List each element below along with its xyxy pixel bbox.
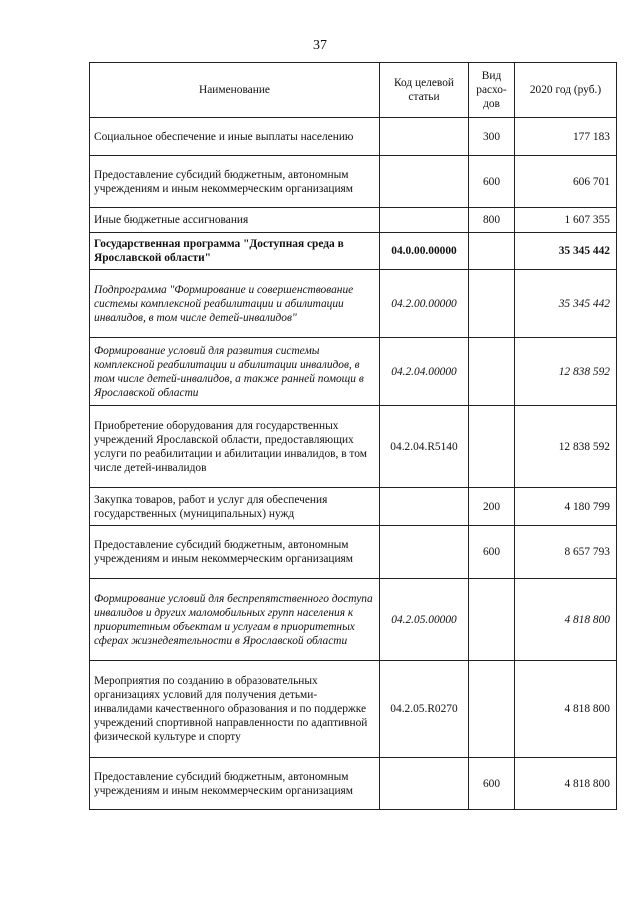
row-name: Государственная программа "Доступная среда в Ярославской области" xyxy=(90,233,380,270)
row-amount: 4 818 800 xyxy=(515,758,617,810)
row-code xyxy=(380,156,469,208)
row-amount: 177 183 xyxy=(515,118,617,156)
table-row xyxy=(90,208,617,233)
row-kind xyxy=(469,406,515,488)
row-code: 04.2.04.R5140 xyxy=(380,406,469,488)
table-row xyxy=(90,338,617,406)
row-name: Предоставление субсидий бюджетным, автономным учреждениям и иным некоммерческим организациям xyxy=(90,758,380,810)
table-row xyxy=(90,661,617,758)
row-amount: 1 607 355 xyxy=(515,208,617,233)
header-kind: Вид расхо-дов xyxy=(469,63,515,118)
row-name: Закупка товаров, работ и услуг для обеспечения государственных (муниципальных) нужд xyxy=(90,488,380,526)
budget-table xyxy=(89,62,617,810)
row-name: Подпрограмма "Формирование и совершенствование системы комплексной реабилитации и абилитации инвалидов, в том числе детей-инвалидов" xyxy=(90,270,380,338)
row-name: Социальное обеспечение и иные выплаты населению xyxy=(90,118,380,156)
row-name: Приобретение оборудования для государственных учреждений Ярославской области, предоставляющих услуги по реабилитации и абилитации инвалидов, в том числе детей-инвалидов xyxy=(90,406,380,488)
row-code: 04.2.00.00000 xyxy=(380,270,469,338)
table-row xyxy=(90,156,617,208)
header-amount: 2020 год (руб.) xyxy=(515,63,617,118)
row-kind xyxy=(469,661,515,758)
row-code xyxy=(380,488,469,526)
table-row xyxy=(90,758,617,810)
table-row xyxy=(90,526,617,579)
table-row xyxy=(90,270,617,338)
row-amount: 4 818 800 xyxy=(515,579,617,661)
row-kind xyxy=(469,233,515,270)
row-kind: 600 xyxy=(469,156,515,208)
row-amount: 4 180 799 xyxy=(515,488,617,526)
row-kind xyxy=(469,270,515,338)
row-name: Предоставление субсидий бюджетным, автономным учреждениям и иным некоммерческим организациям xyxy=(90,526,380,579)
row-code: 04.2.05.00000 xyxy=(380,579,469,661)
row-amount: 4 818 800 xyxy=(515,661,617,758)
row-name: Мероприятия по созданию в образовательных организациях условий для получения детьми-инвалидами качественного образования и по поддержке учреждений спортивной направленности по адаптивной физической культуре и спорту xyxy=(90,661,380,758)
row-amount: 12 838 592 xyxy=(515,406,617,488)
row-code xyxy=(380,118,469,156)
row-name: Иные бюджетные ассигнования xyxy=(90,208,380,233)
table-row xyxy=(90,488,617,526)
row-name: Формирование условий для развития системы комплексной реабилитации и абилитации инвалидов, в том числе детей-инвалидов, а также ранней помощи в Ярославской области xyxy=(90,338,380,406)
row-name: Формирование условий для беспрепятственного доступа инвалидов и других маломобильных групп населения к приоритетным объектам и услугам в приоритетных сферах жизнедеятельности в Ярославской области xyxy=(90,579,380,661)
header-code: Код целевой статьи xyxy=(380,63,469,118)
row-code: 04.2.04.00000 xyxy=(380,338,469,406)
page-number: 37 xyxy=(313,38,327,53)
row-code: 04.2.05.R0270 xyxy=(380,661,469,758)
row-code xyxy=(380,526,469,579)
row-kind xyxy=(469,579,515,661)
row-amount: 12 838 592 xyxy=(515,338,617,406)
row-kind: 200 xyxy=(469,488,515,526)
row-kind: 300 xyxy=(469,118,515,156)
row-amount: 35 345 442 xyxy=(515,233,617,270)
row-kind: 600 xyxy=(469,526,515,579)
row-code: 04.0.00.00000 xyxy=(380,233,469,270)
row-kind xyxy=(469,338,515,406)
row-name: Предоставление субсидий бюджетным, автономным учреждениям и иным некоммерческим организациям xyxy=(90,156,380,208)
row-kind: 800 xyxy=(469,208,515,233)
row-amount: 35 345 442 xyxy=(515,270,617,338)
row-code xyxy=(380,208,469,233)
row-code xyxy=(380,758,469,810)
row-kind: 600 xyxy=(469,758,515,810)
row-amount: 606 701 xyxy=(515,156,617,208)
table-row xyxy=(90,233,617,270)
table-row xyxy=(90,406,617,488)
header-name: Наименование xyxy=(90,63,380,118)
row-amount: 8 657 793 xyxy=(515,526,617,579)
table-row xyxy=(90,118,617,156)
table-row xyxy=(90,579,617,661)
table-header-row xyxy=(90,63,617,118)
